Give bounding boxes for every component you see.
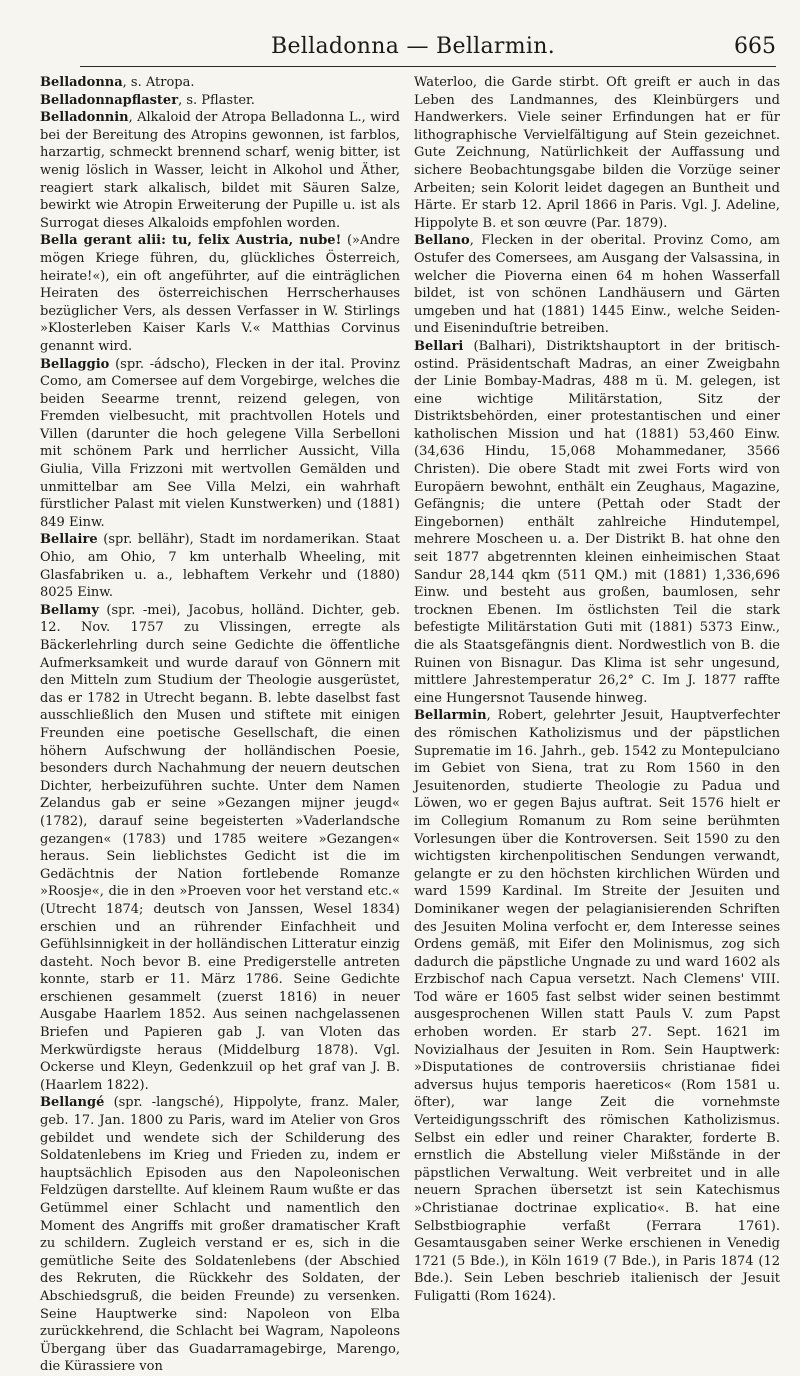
- entry-bellari: [414, 338, 780, 707]
- headword: Bellangé: [40, 1095, 105, 1111]
- entry-text: (Balhari), Distriktshauptort in der britisch-ostind. Präsidentschaft Madras, an einer Zweigbahn der Linie Bombay-Madras, 488 m ü. M. gelegen, ist eine wichtige Militärstation, Sitz der Distriktsbehörden, einer protestantischen und einer katholischen Mission und hat (1881) 53,460 Einw. (34,636 Hindu, 15,068 Mohammedaner, 3566 Christen). Die obere Stadt mit zwei Forts wird von Europäern bewohnt, enthält ein Zeughaus, Magazine, Gefängnis; die untere (Pettah oder Stadt der Eingebornen) enthält zahlreiche Hindutempel, mehrere Moscheen u. a. Der Distrikt B. hat ohne den seit 1877 abgetrennten kleinen einheimischen Staat Sandur 28,144 qkm (511 QM.) mit (1881) 1,336,696 Einw. und besteht aus großen, baumlosen, sehr trocknen Ebenen. Im östlichsten Teil die stark befestigte Militärstation Guti mit (1881) 5373 Einw., die als Staatsgefängnis dient. Nordwestlich von B. die Ruinen von Bisnagur. Das Klima ist sehr ungesund, mittlere Jahrestemperatur 26,2° C. Im J. 1877 raffte eine Hungersnot Tausende hinweg.: [414, 338, 780, 706]
- entry-bellange-continued: [414, 74, 780, 232]
- entry-text: (spr. -ádscho), Flecken in der ital. Provinz Como, am Comersee auf dem Vorgebirge, welches die beiden Seearme trennt, reizend gelegen, von Fremden vielbesucht, mit prachtvollen Hotels und Villen (darunter die hoch gelegene Villa Serbelloni mit schönem Park und herrlicher Aussicht, Villa Giulia, Villa Frizzoni mit wertvollen Gemälden und unmittelbar am See Villa Melzi, ein wahrhaft fürstlicher Palast mit vielen Kunstwerken) und (1881) 849 Einw.: [40, 356, 400, 530]
- entry-belladonna: [40, 74, 400, 92]
- headword: Bellano: [414, 233, 470, 249]
- entry-bellaggio: [40, 356, 400, 532]
- columns: [40, 74, 786, 1376]
- entry-bellamy: [40, 602, 400, 1095]
- entry-text: , Flecken in der oberital. Provinz Como, am Ostufer des Comersees, am Ausgang der Valsassina, in welcher die Pioverna einen 64 m hohen Wasserfall bildet, ist von schönen Landhäusern und Gärten umgeben und hat (1881) 1445 Einw., welche Seiden- und Eiseninduſtrie betreiben.: [414, 233, 780, 337]
- entry-text: , s. Atropa.: [122, 75, 195, 90]
- entry-text: Waterloo, die Garde stirbt. Oft greift er auch in das Leben des Landmannes, des Kleinbürgers und Handwerkers. Viele seiner Erfindungen hat er für lithographische Vervielfältigung auf Stein gezeichnet. Gute Zeichnung, Natürlichkeit der Auffassung und sichere Beobachtungsgabe bilden die Vorzüge seiner Arbeiten; sein Kolorit leidet dagegen an Buntheit und Härte. Er starb 12. April 1866 in Paris. Vgl. J. Adeline, Hippolyte B. et son œuvre (Par. 1879).: [414, 75, 780, 231]
- entry-text: (spr. bellähr), Stadt im nordamerikan. Staat Ohio, am Ohio, 7 km unterhalb Wheeling, mit Glasfabriken u. a., lebhaftem Verkehr und (1880) 8025 Einw.: [40, 532, 400, 601]
- entry-text: , s. Pflaster.: [178, 92, 255, 108]
- entry-text: (»Andre mögen Kriege führen, du, glückliches Österreich, heirate!«), ein oft angeführter, auf die einträglichen Heiraten des österreichischen Herrscherhauses bezüglicher Vers, als dessen Verfasser in W. Stirlings »Klosterleben Kaiser Karls V.« Matthias Corvinus genannt wird.: [40, 233, 400, 354]
- header-rule: [80, 66, 776, 67]
- headword: Belladonnin: [40, 110, 129, 126]
- entry-text: (spr. -langsché), Hippolyte, franz. Maler, geb. 17. Jan. 1800 zu Paris, ward im Atelier von Gros gebildet und wendete sich der Schilderung des Soldatenlebens im Krieg und Frieden zu, indem er hauptsächlich Episoden aus den Napoleonischen Feldzügen darstellte. Auf kleinem Raum wußte er das Getümmel einer Schlacht und namentlich den Moment des Angriffs mit großer dramatischer Kraft zu schildern. Zugleich verstand er es, sich in die gemütliche Seite des Soldatenlebens (der Abschied des Rekruten, die Rückkehr des Soldaten, der Abschiedsgruß, die beiden Freunde) zu versenken. Seine Hauptwerke sind: Napoleon von Elba zurückkehrend, die Schlacht bei Wagram, Napoleons Übergang über das Guadarramagebirge, Marengo, die Kürassiere von: [40, 1095, 400, 1375]
- headword: Bellarmin: [414, 708, 487, 724]
- headword: Belladonna: [40, 75, 123, 90]
- entry-belladonnin: [40, 109, 400, 232]
- headword: Belladonnapflaster: [40, 92, 179, 108]
- entry-bellano: [414, 232, 780, 338]
- headword: Bellaggio: [40, 356, 110, 372]
- entry-bellaire: [40, 531, 400, 601]
- page-header: [40, 0, 786, 68]
- left-column: [40, 74, 400, 1376]
- page-number: 665: [734, 34, 776, 59]
- entry-belladonnapflaster: [40, 92, 400, 110]
- entry-text: , Alkaloid der Atropa Belladonna L., wird bei der Bereitung des Atropins gewonnen, ist farblos, harzartig, schmeckt brennend scharf, wenig bitter, ist wenig löslich in Wasser, leicht in Alkohol und Äther, reagiert stark alkalisch, bildet mit Säuren Salze, bewirkt wie Atropin Erweiterung der Pupille u. ist als Surrogat dieses Alkaloids empfohlen worden.: [40, 110, 400, 231]
- right-column: [414, 74, 780, 1376]
- entry-bellarmin: [414, 707, 780, 1305]
- headword: Bellamy: [40, 602, 99, 618]
- entry-text: (spr. -mei), Jacobus, holländ. Dichter, geb. 12. Nov. 1757 zu Vlissingen, erregte als Bäckerlehrling durch seine Gedichte die öffentliche Aufmerksamkeit und wurde darauf von Gönnern mit den Mitteln zum Studium der Theologie ausgerüstet, das er 1782 in Utrecht begann. B. lebte daselbst fast ausschließlich den Musen und stiftete mit einigen Freunden eine poetische Gesellschaft, die einen höhern Aufschwung der holländischen Poesie, besonders durch Nachahmung der neuern deutschen Dichter, herbeizuführen suchte. Unter dem Namen Zelandus gab er seine »Gezangen mijner jeugd« (1782), darauf seine begeisterten »Vaderlandsche gezangen« (1783) und 1785 weitere »Gezangen« heraus. Sein lieblichstes Gedicht ist die im Gedächtnis der Nation fortlebende Romanze »Roosje«, die in den »Proeven voor het verstand etc.« (Utrecht 1874; deutsch von Janssen, Wesel 1834) erschien und an rührender Einfachheit und Gefühlsinnigkeit in der holländischen Litteratur einzig dasteht. Noch bevor B. eine Predigerstelle antreten konnte, starb er 11. März 1786. Seine Gedichte erschienen gesammelt (zuerst 1816) in neuer Ausgabe Haarlem 1852. Aus seinen nachgelassenen Briefen und Papieren gab J. van Vloten das Merkwürdigste heraus (Middelburg 1878). Vgl. Ockerse und Kleyn, Gedenkzuil op het graf van J. B. (Haarlem 1822).: [40, 602, 400, 1093]
- entry-text: , Robert, gelehrter Jesuit, Hauptverfechter des römischen Katholizismus und der päpstlichen Suprematie im 16. Jahrh., geb. 1542 zu Montepulciano im Gebiet von Siena, trat zu Rom 1560 in den Jesuitenorden, studierte Theologie zu Padua und Löwen, wo er gegen Bajus auftrat. Seit 1576 hielt er im Collegium Romanum zu Rom seine berühmten Vorlesungen über die Kontroversen. Seit 1590 zu den wichtigsten kirchenpolitischen Sendungen verwandt, gelangte er zu den höchsten kirchlichen Würden und ward 1599 Kardinal. Im Streite der Jesuiten und Dominikaner wegen der pelagianisierenden Schriften des Jesuiten Molina verfocht er, dem Interesse seines Ordens gemäß, mit Eifer den Molinismus, zog sich dadurch die päpstliche Ungnade zu und ward 1602 als Erzbischof nach Capua versetzt. Nach Clemens' VIII. Tod wäre er 1605 fast selbst wider seinen bestimmt ausgesprochenen Willen statt Pauls V. zum Papst erhoben worden. Er starb 27. Sept. 1621 im Novizialhaus der Jesuiten in Rom. Sein Hauptwerk: »Disputationes de controversiis christianae fidei adversus hujus temporis haereticos« (Rom 1581 u. öfter), war lange Zeit die vornehmste Verteidigungsschrift des römischen Katholizismus. Selbst ein edler und reiner Charakter, forderte B. ernstlich die Abstellung vieler Mißstände in der päpstlichen Verwaltung. Weit verbreitet und in alle neuern Sprachen übersetzt ist sein Katechismus »Christianae doctrinae explicatio«. B. hat eine Selbstbiographie verfaßt (Ferrara 1761). Gesamtausgaben seiner Werke erschienen in Venedig 1721 (5 Bde.), in Köln 1619 (7 Bde.), in Paris 1874 (12 Bde.). Sein Leben beschrieb italienisch der Jesuit Fuligatti (Rom 1624).: [414, 708, 780, 1304]
- headword: Bella gerant alii: tu, felix Austria, nube!: [40, 233, 342, 249]
- running-title: Belladonna — Bellarmin.: [271, 34, 555, 59]
- entry-bellange: [40, 1094, 400, 1376]
- entry-bella-gerant: [40, 232, 400, 355]
- headword: Bellari: [414, 338, 464, 354]
- headword: Bellaire: [40, 532, 98, 548]
